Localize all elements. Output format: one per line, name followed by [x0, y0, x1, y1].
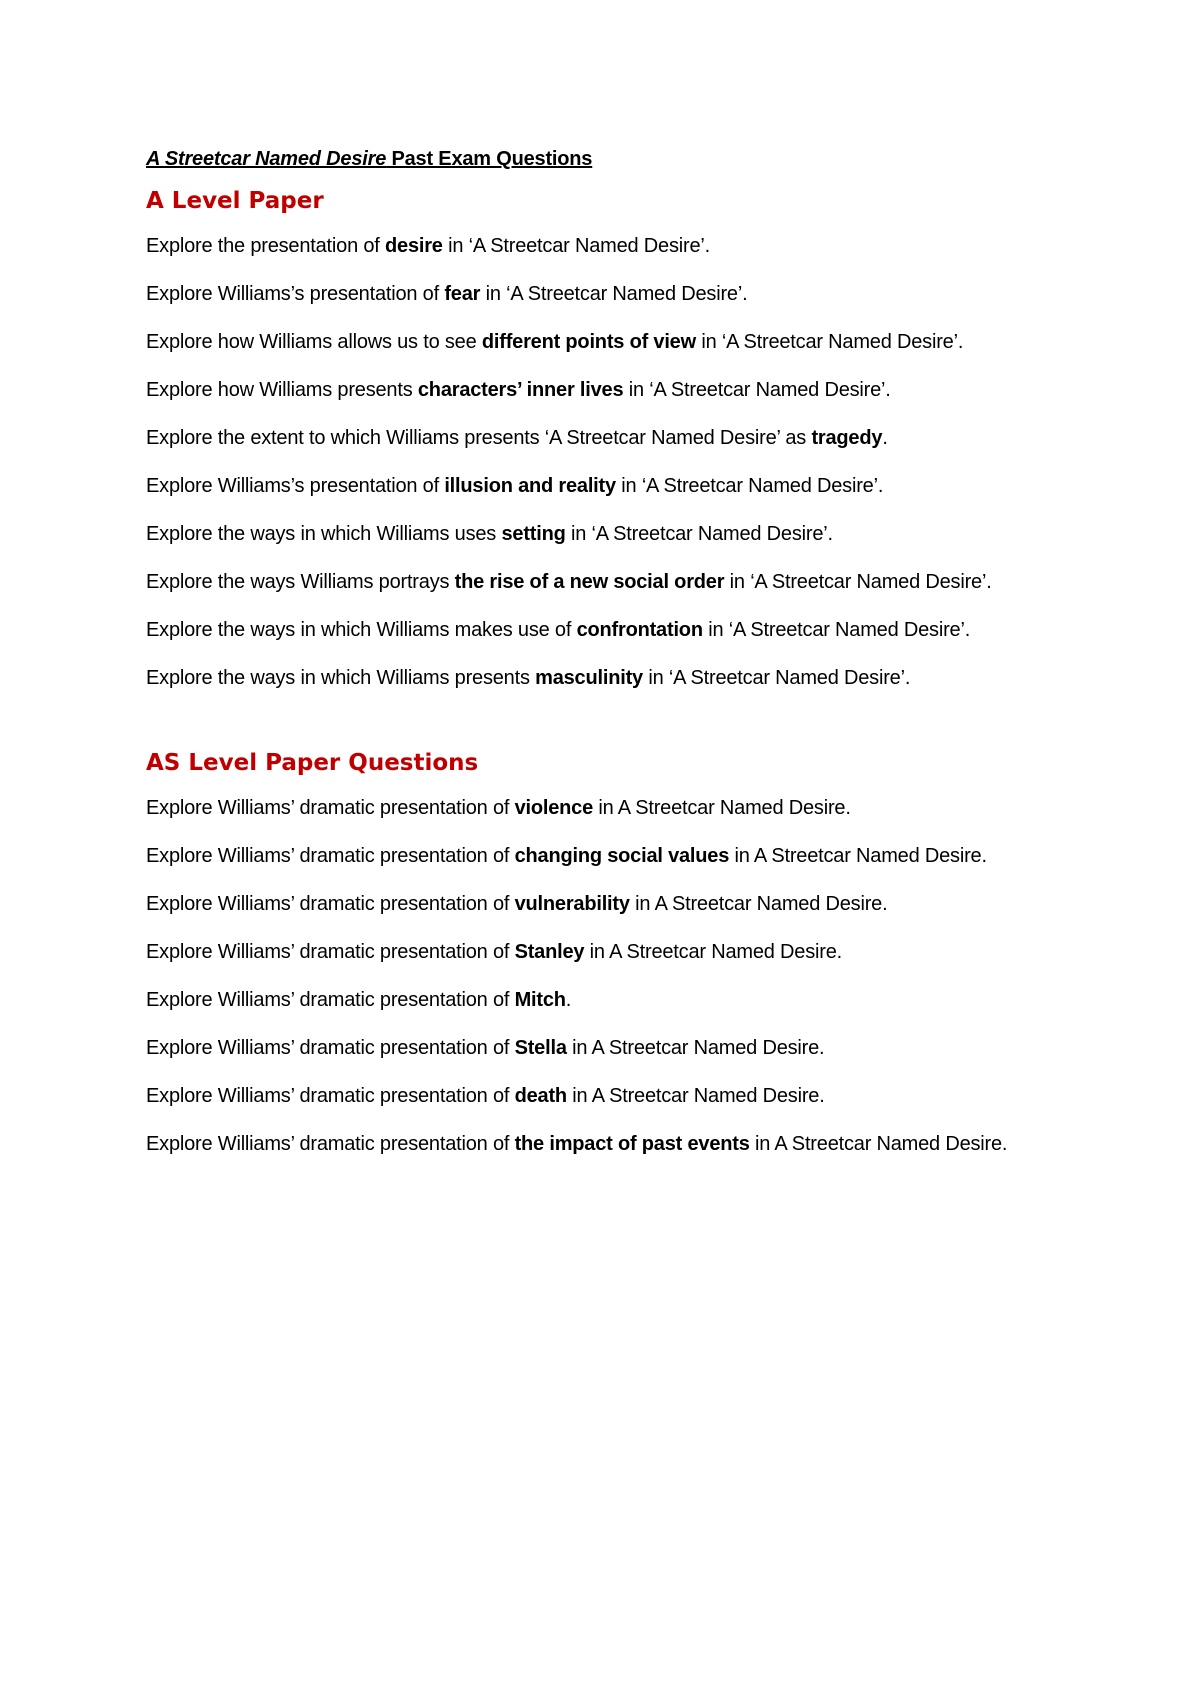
question-text: Explore Williams’ dramatic presentation of	[146, 1133, 515, 1155]
question-item	[146, 614, 1086, 646]
question-keyword: death	[514, 1085, 567, 1107]
question-text-end: in ‘A Streetcar Named Desire’.	[480, 283, 748, 305]
question-item	[146, 230, 1086, 262]
question-text-end: in ‘A Streetcar Named Desire’.	[565, 523, 833, 545]
question-text-end: in A Streetcar Named Desire.	[629, 893, 888, 915]
document-page	[146, 146, 1086, 1176]
question-text: Explore Williams’ dramatic presentation of	[146, 845, 515, 867]
question-text-end: in A Streetcar Named Desire.	[566, 1037, 825, 1059]
question-keyword: illusion and reality	[444, 475, 616, 497]
question-text: Explore Williams’ dramatic presentation of	[146, 1037, 515, 1059]
question-text: Explore Williams’ dramatic presentation of	[146, 797, 515, 819]
question-text: Explore Williams’ dramatic presentation of	[146, 989, 515, 1011]
question-keyword: the rise of a new social order	[454, 571, 725, 593]
section-heading-as-level: AS Level Paper Questions	[146, 750, 479, 776]
question-list-as-level	[146, 792, 1086, 1160]
question-item	[146, 792, 1086, 824]
question-keyword: fear	[444, 283, 481, 305]
section-spacer	[146, 710, 1086, 748]
question-text-end: .	[882, 427, 888, 449]
question-keyword: characters’ inner lives	[417, 379, 624, 401]
question-text: Explore the extent to which Williams presents ‘A Streetcar Named Desire’ as	[146, 427, 812, 449]
question-text: Explore how Williams presents	[146, 379, 418, 401]
question-keyword: different points of view	[481, 331, 696, 353]
question-text-end: in ‘A Streetcar Named Desire’.	[615, 475, 884, 497]
question-keyword: Mitch	[514, 989, 566, 1011]
question-list-a-level	[146, 230, 1086, 694]
question-item	[146, 840, 1086, 872]
question-text-end: in A Streetcar Named Desire.	[584, 941, 842, 963]
question-item	[146, 1032, 1086, 1064]
question-text: Explore Williams’s presentation of	[146, 475, 445, 497]
question-keyword: masculinity	[535, 667, 643, 689]
question-text-end: .	[565, 989, 572, 1011]
question-text: Explore Williams’ dramatic presentation of	[146, 1085, 515, 1107]
question-item	[146, 422, 1086, 454]
question-item	[146, 984, 1086, 1016]
question-text-end: in ‘A Streetcar Named Desire’.	[702, 619, 971, 641]
section-heading-a-level: A Level Paper	[146, 188, 324, 214]
question-keyword: Stella	[514, 1037, 567, 1059]
question-item	[146, 1128, 1086, 1160]
question-keyword: setting	[501, 523, 566, 545]
question-item	[146, 518, 1086, 550]
question-item	[146, 278, 1086, 310]
question-text: Explore the ways in which Williams makes use of	[146, 619, 577, 641]
question-text-end: in A Streetcar Named Desire.	[566, 1085, 825, 1107]
question-text: Explore Williams’ dramatic presentation of	[146, 893, 515, 915]
question-item	[146, 374, 1086, 406]
question-item	[146, 566, 1086, 598]
question-text-end: in ‘A Streetcar Named Desire’.	[724, 571, 992, 593]
question-keyword: confrontation	[576, 619, 703, 641]
question-text: Explore the ways Williams portrays	[146, 571, 455, 593]
question-item	[146, 326, 1086, 358]
document-title-rest: Past Exam Questions	[386, 148, 593, 170]
question-keyword: violence	[514, 797, 594, 819]
question-text-end: in ‘A Streetcar Named Desire’.	[623, 379, 891, 401]
question-text-end: in A Streetcar Named Desire.	[749, 1133, 1008, 1155]
question-text: Explore the ways in which Williams presents	[146, 667, 536, 689]
question-text: Explore the presentation of	[146, 235, 385, 257]
question-text: Explore Williams’s presentation of	[146, 283, 445, 305]
question-keyword: vulnerability	[514, 893, 630, 915]
question-text: Explore how Williams allows us to see	[146, 331, 482, 353]
question-text-end: in A Streetcar Named Desire.	[593, 797, 851, 819]
document-title-italic: A Streetcar Named Desire	[146, 148, 387, 170]
question-item	[146, 936, 1086, 968]
question-keyword: changing social values	[514, 845, 730, 867]
question-item	[146, 470, 1086, 502]
question-item	[146, 888, 1086, 920]
question-text-end: in A Streetcar Named Desire.	[729, 845, 987, 867]
question-text-end: in ‘A Streetcar Named Desire’.	[442, 235, 710, 257]
question-text: Explore Williams’ dramatic presentation of	[146, 941, 515, 963]
question-text-end: in ‘A Streetcar Named Desire’.	[695, 331, 964, 353]
question-text: Explore the ways in which Williams uses	[146, 523, 502, 545]
question-keyword: tragedy	[811, 427, 883, 449]
document-title	[146, 146, 1086, 172]
question-keyword: desire	[385, 235, 443, 257]
question-item	[146, 662, 1086, 694]
question-keyword: the impact of past events	[514, 1133, 750, 1155]
question-item	[146, 1080, 1086, 1112]
question-keyword: Stanley	[514, 941, 585, 963]
question-text-end: in ‘A Streetcar Named Desire’.	[642, 667, 911, 689]
